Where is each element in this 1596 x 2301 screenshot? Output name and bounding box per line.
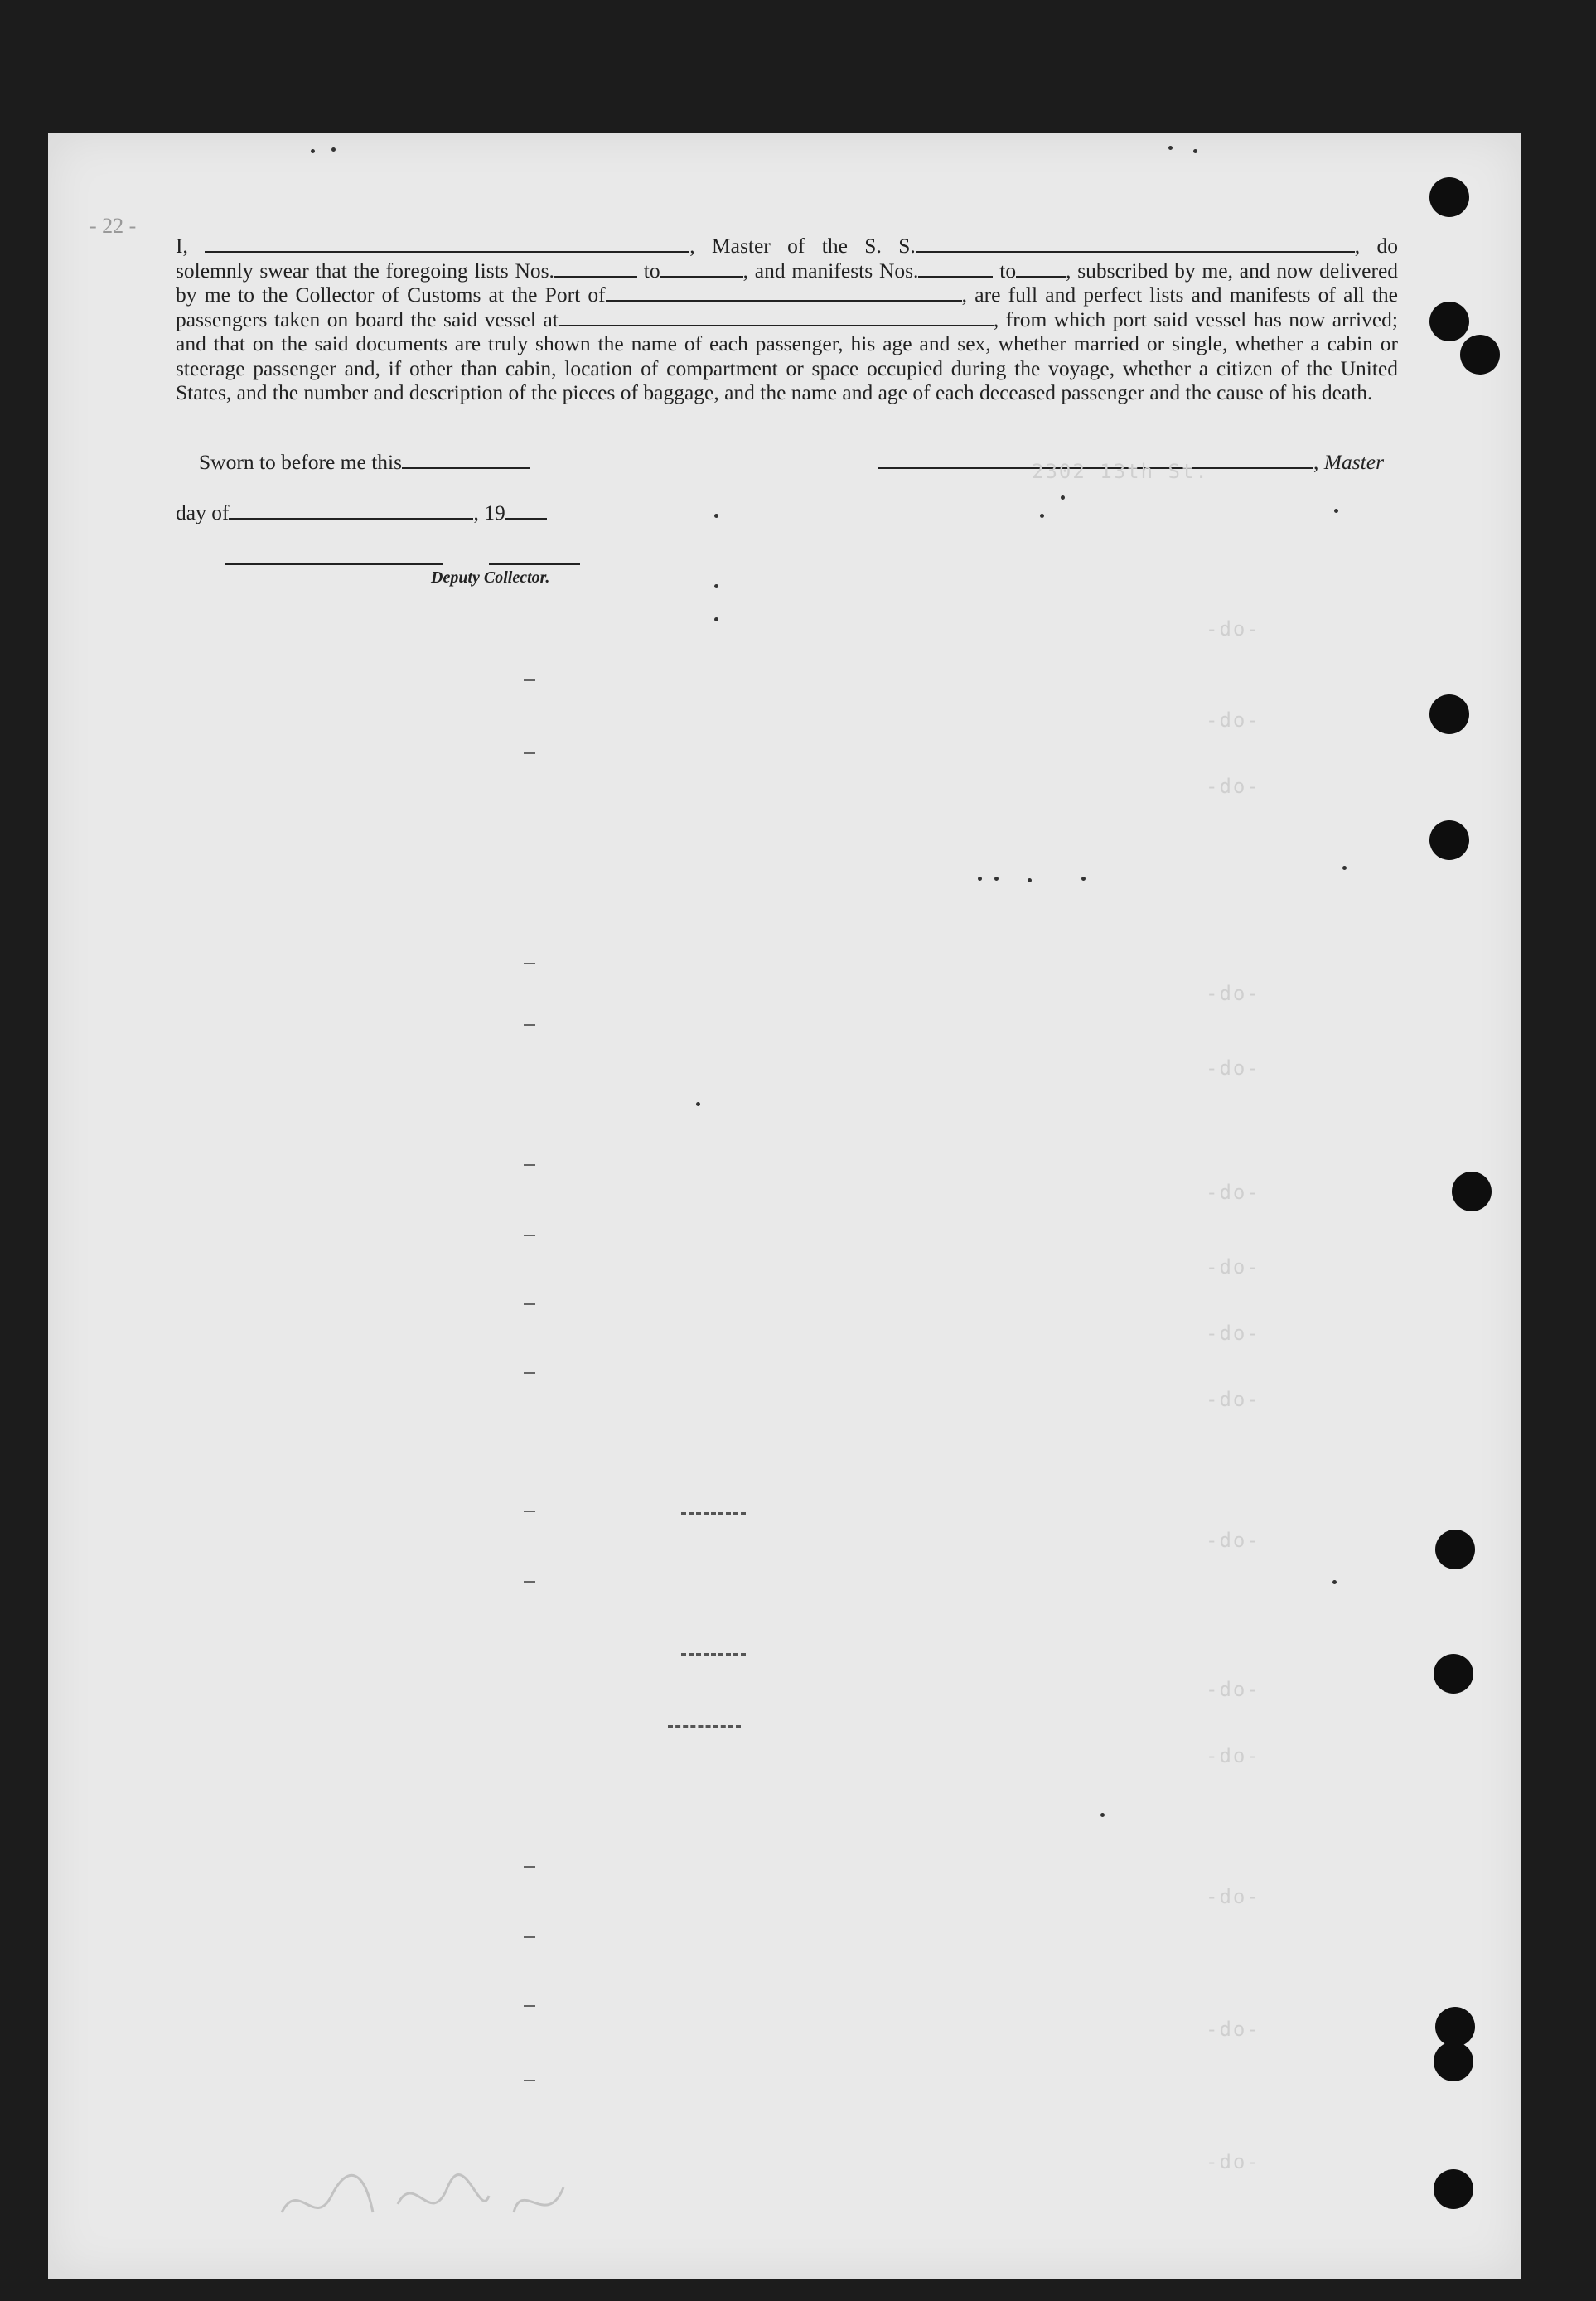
oath-swear: swear that the foregoing lists Nos.: [259, 258, 554, 283]
stray-dot: [1332, 1580, 1337, 1584]
bleed-through-text: -do-: [1206, 1056, 1260, 1080]
margin-dash: [524, 1024, 535, 1026]
margin-dash: [524, 1866, 535, 1868]
bleed-through-text: -do-: [1206, 1885, 1260, 1908]
punch-hole: [1434, 2169, 1473, 2209]
stray-dot: [1040, 514, 1044, 518]
bleed-through-text: -do-: [1206, 775, 1260, 798]
margin-dash: [524, 1235, 535, 1236]
lists-to-blank[interactable]: [660, 259, 743, 278]
margin-dash: [524, 1164, 535, 1166]
stray-dot: [1081, 877, 1086, 881]
stray-dot: [1100, 1813, 1105, 1817]
stray-dot: [696, 1102, 700, 1106]
lists-from-blank[interactable]: [554, 259, 637, 278]
bleed-through-text: -do-: [1206, 2018, 1260, 2041]
oath-to2: to: [999, 258, 1017, 283]
oath-from-which: , from which: [993, 307, 1106, 331]
oath-master-of: , Master of the S. S.: [689, 234, 916, 258]
oath-subscribed: , subscribed by me, and now: [1066, 258, 1313, 283]
margin-dash: [524, 1372, 535, 1374]
margin-dash: [524, 963, 535, 964]
margin-dash: [524, 1511, 535, 1512]
punch-hole: [1435, 2007, 1475, 2047]
bleed-through-text: -do-: [1206, 1744, 1260, 1767]
stray-dot: [1168, 146, 1173, 150]
stray-dot: [714, 617, 718, 621]
dashed-rule: [668, 1725, 741, 1728]
deputy-signature-line[interactable]: [225, 563, 443, 565]
punch-hole: [1429, 302, 1469, 341]
bleed-through-text: -do-: [1206, 1181, 1260, 1204]
dashed-rule: [681, 1653, 746, 1656]
master-label: Master: [1323, 450, 1384, 474]
page-mark: - 22 -: [89, 214, 137, 238]
stray-dot: [714, 584, 718, 588]
port-blank[interactable]: [606, 283, 962, 302]
bleed-through-text: -do-: [1206, 617, 1260, 641]
stray-dot: [1193, 149, 1197, 153]
sworn-line: [199, 450, 530, 475]
bleed-through-text: -do-: [1206, 1388, 1260, 1411]
bleed-through-text: -do-: [1206, 1255, 1260, 1279]
oath-body: port said vessel has now arrived; and that on the said documents are truly shown the name of each passenger, his age and sex, whether married or single, whether a cabin or steerage passenger and, if other than cabin, location of compartment or space occupied during the voyage, whether a citizen of the United States, and the number and description of the pieces of baggage, and the name and age of each deceased passenger and the cause of his death.: [176, 307, 1399, 404]
stray-dot: [1061, 495, 1065, 500]
oath-to1: to: [643, 258, 660, 283]
margin-dash: [524, 1581, 535, 1583]
margin-dash: [524, 1303, 535, 1305]
bleed-through-text: -do-: [1206, 708, 1260, 732]
oath-manifests: , and manifests Nos.: [742, 258, 919, 283]
margin-dash: [524, 752, 535, 754]
oath-i: I,: [176, 234, 188, 258]
stray-dot: [994, 877, 999, 881]
punch-hole: [1434, 2042, 1473, 2081]
bleed-through-text: 2302 13th St.: [1032, 460, 1209, 483]
punch-hole: [1452, 1172, 1492, 1211]
punch-hole: [1460, 335, 1500, 375]
stray-dot: [1334, 509, 1338, 513]
vessel-name-blank[interactable]: [916, 234, 1355, 253]
day-blank[interactable]: [229, 501, 473, 520]
punch-hole: [1429, 177, 1469, 217]
punch-hole: [1435, 1530, 1475, 1569]
stray-dot: [978, 877, 982, 881]
oath-paragraph: [176, 234, 1398, 405]
bleed-through-text: -do-: [1206, 982, 1260, 1005]
oath-delivered: delivered by me to the Collector of Customs at the Port of: [176, 258, 1399, 307]
day-line: [176, 500, 547, 525]
manifests-to-blank[interactable]: [1016, 259, 1066, 278]
stray-dot: [1342, 866, 1347, 870]
deputy-collector-label: Deputy Collector.: [431, 568, 550, 587]
stray-dot: [311, 149, 315, 153]
margin-dash: [524, 2005, 535, 2007]
bleed-through-text: -do-: [1206, 1678, 1260, 1701]
port-of-departure-blank[interactable]: [559, 308, 994, 326]
master-name-blank[interactable]: [205, 234, 689, 253]
margin-dash: [524, 1936, 535, 1938]
dashed-rule: [681, 1512, 746, 1515]
year-prefix: , 19: [473, 500, 505, 524]
bleed-through-text: -do-: [1206, 1322, 1260, 1345]
bleed-through-text: -do-: [1206, 1529, 1260, 1552]
handwritten-scribble: [273, 2146, 605, 2237]
stray-dot: [714, 514, 718, 518]
punch-hole: [1429, 820, 1469, 860]
sworn-label: Sworn to before me this: [199, 450, 403, 474]
margin-dash: [524, 2080, 535, 2081]
bleed-through-text: -do-: [1206, 2150, 1260, 2173]
sworn-date-blank[interactable]: [402, 451, 530, 469]
oath-full-perfect: , are full and perfect lists and: [961, 283, 1222, 307]
manifests-from-blank[interactable]: [918, 259, 993, 278]
year-blank[interactable]: [505, 501, 547, 520]
punch-hole: [1434, 1654, 1473, 1694]
oath-manifests-all: manifests of all the passengers taken on board the said vessel at: [176, 283, 1399, 331]
stray-dot: [331, 147, 336, 152]
punch-hole: [1429, 694, 1469, 734]
margin-dash: [524, 679, 535, 681]
master-signature-line: , Master: [878, 450, 1384, 475]
day-of-label: day of: [176, 500, 230, 524]
deputy-signature-line-2[interactable]: [489, 563, 580, 565]
stray-dot: [1028, 878, 1032, 882]
oath-do-solemnly: , do solemnly: [176, 234, 1399, 283]
